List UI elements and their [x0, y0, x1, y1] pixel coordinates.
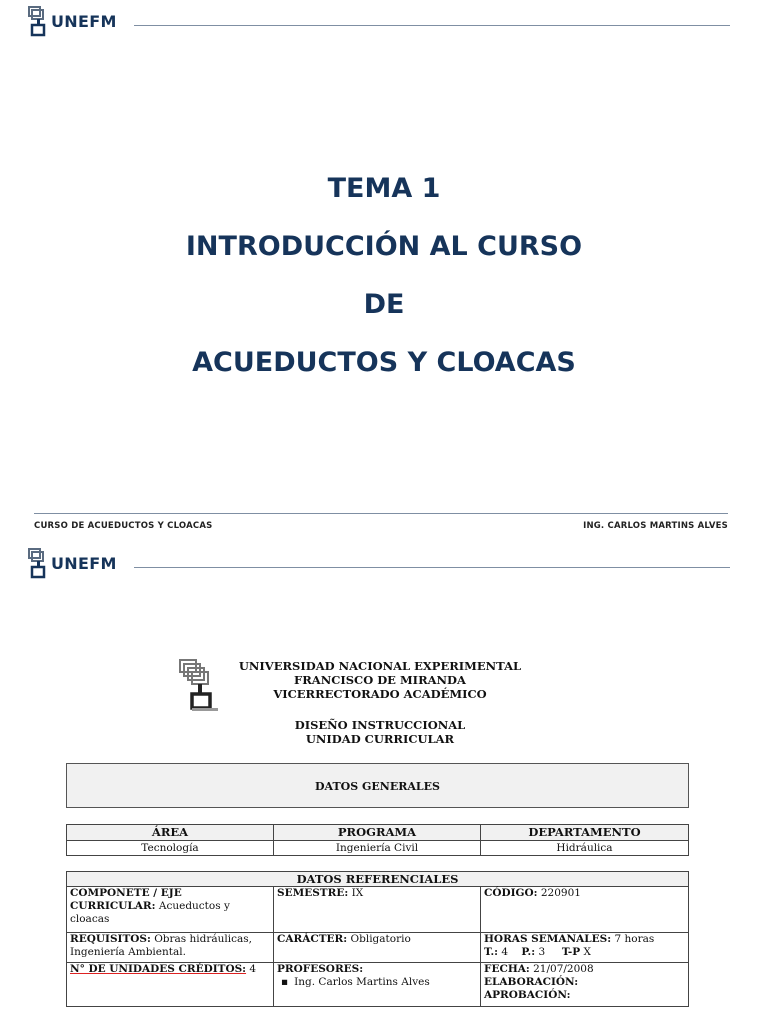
page-header-top: [28, 5, 730, 37]
tp-label: T-P: [561, 946, 581, 958]
list-item: ▪ Ing. Carlos Martins Alves: [277, 976, 477, 989]
semestre-value: IX: [351, 887, 364, 899]
footer-course: CURSO DE ACUEDUCTOS Y CLOACAS: [34, 521, 213, 531]
caracter-cell: [274, 933, 481, 963]
footer-author: ING. CARLOS MARTINS ALVES: [583, 521, 728, 531]
table-row: [67, 841, 689, 856]
area-header: ÁREA: [67, 825, 274, 841]
fecha-cell: [481, 963, 689, 1007]
aprobacion-label: APROBACIÓN:: [484, 989, 571, 1001]
unidades-label: N° DE UNIDADES CRÉDITOS:: [70, 963, 247, 975]
area-table: [66, 824, 689, 856]
institution-logo-icon: [178, 658, 224, 716]
datos-referenciales-title: DATOS REFERENCIALES: [67, 872, 689, 887]
page-title-block: [0, 168, 768, 400]
datos-referenciales-table: [66, 871, 689, 1007]
footer-rule: [34, 513, 728, 514]
elaboracion-label: ELABORACIÓN:: [484, 976, 579, 988]
caracter-value: Obligatorio: [350, 933, 411, 945]
header-rule: [134, 567, 730, 568]
departamento-value: Hidráulica: [481, 841, 689, 856]
institution-line-5: UNIDAD CURRICULAR: [305, 732, 455, 746]
componente-label: COMPONETE / EJE: [70, 887, 182, 899]
logo-text: UNEFM: [51, 12, 117, 31]
programa-value: Ingeniería Civil: [274, 841, 481, 856]
profesores-list: [277, 976, 477, 989]
fecha-label: FECHA:: [484, 963, 530, 975]
requisitos-label: REQUISITOS:: [70, 933, 151, 945]
page-footer: [34, 513, 728, 531]
table-row: [67, 933, 689, 963]
horas-label: HORAS SEMANALES:: [484, 933, 612, 945]
profesores-cell: [274, 963, 481, 1007]
componente-value: Acueductos y cloacas: [70, 900, 230, 925]
institution-line-2: FRANCISCO DE MIRANDA: [294, 673, 466, 687]
t-value: 4: [501, 946, 509, 958]
table-row: [67, 887, 689, 933]
requisitos-value: Obras hidráulicas, Ingeniería Ambiental.: [70, 933, 253, 958]
institution-line-1: UNIVERSIDAD NACIONAL EXPERIMENTAL: [238, 659, 522, 673]
unidades-cell: [67, 963, 274, 1007]
horas-cell: [481, 933, 689, 963]
unefm-logo-icon: [28, 5, 50, 37]
requisitos-cell: [67, 933, 274, 963]
unidades-value: 4: [249, 963, 257, 975]
t-label: T.:: [484, 946, 498, 958]
institution-line-3: VICERRECTORADO ACADÉMICO: [273, 687, 487, 701]
institution-heading: [232, 659, 528, 746]
p-value: 3: [538, 946, 546, 958]
title-line-1: TEMA 1: [327, 173, 441, 204]
area-value: Tecnología: [67, 841, 274, 856]
tp-value: X: [583, 946, 591, 958]
page-header-second: [28, 547, 730, 579]
componente-cell: [67, 887, 274, 933]
departamento-header: DEPARTAMENTO: [481, 825, 689, 841]
title-line-4: ACUEDUCTOS Y CLOACAS: [192, 347, 576, 378]
componente-label-2: CURRICULAR:: [70, 900, 156, 912]
unefm-logo-icon: [28, 547, 50, 579]
programa-header: PROGRAMA: [274, 825, 481, 841]
p-label: P.:: [521, 946, 536, 958]
codigo-label: CÓDIGO:: [484, 887, 538, 899]
datos-generales-box: DATOS GENERALES: [66, 763, 689, 808]
caracter-label: CARÁCTER:: [277, 933, 348, 945]
header-rule: [134, 25, 730, 26]
codigo-value: 220901: [540, 887, 581, 899]
semestre-cell: [274, 887, 481, 933]
institution-line-4: DISEÑO INSTRUCCIONAL: [294, 718, 466, 732]
fecha-value: 21/07/2008: [533, 963, 594, 975]
codigo-cell: [481, 887, 689, 933]
profesores-label: PROFESORES:: [277, 963, 364, 975]
title-line-3: DE: [363, 289, 405, 320]
horas-value: 7 horas: [614, 933, 655, 945]
table-header-row: [67, 872, 689, 887]
title-line-2: INTRODUCCIÓN AL CURSO: [185, 231, 583, 262]
semestre-label: SEMESTRE:: [277, 887, 349, 899]
logo-text: UNEFM: [51, 554, 117, 573]
table-header-row: [67, 825, 689, 841]
table-row: [67, 963, 689, 1007]
